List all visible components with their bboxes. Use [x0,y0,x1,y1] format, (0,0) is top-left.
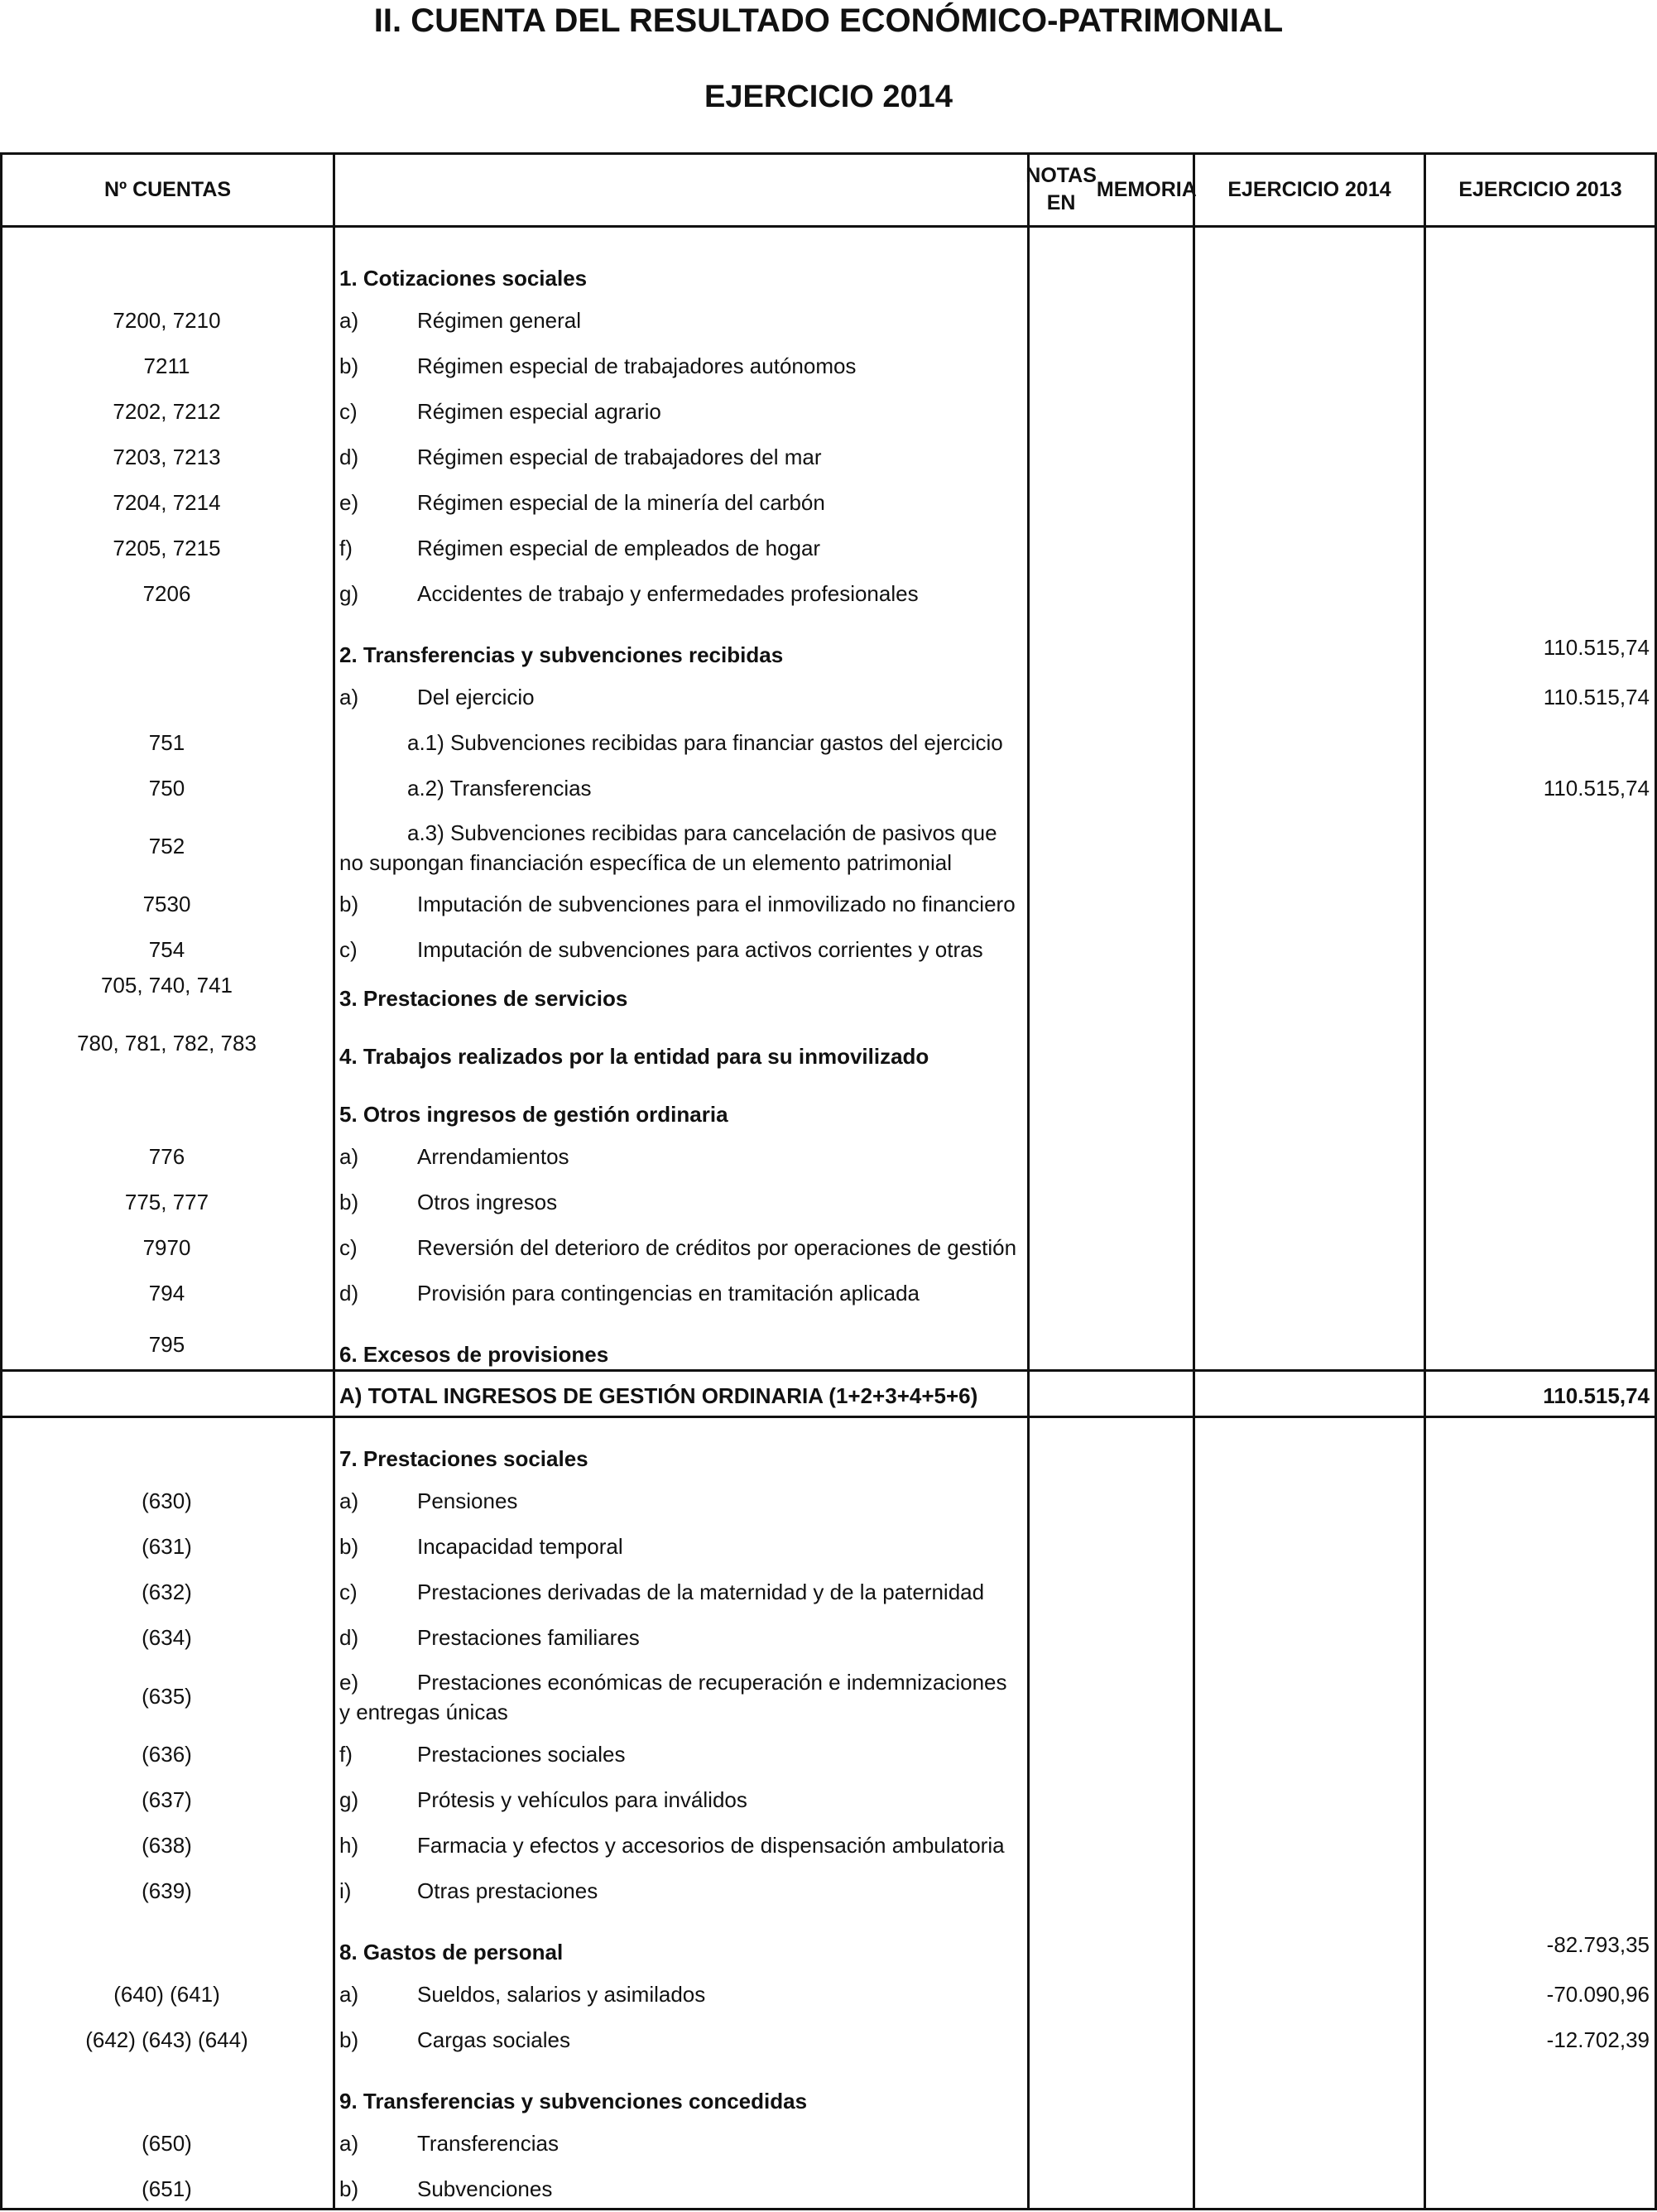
row-label-text: Régimen especial de empleados de hogar [417,536,821,560]
item-letter: b) [339,892,359,916]
item-letter: c) [339,1580,358,1604]
row-label-text: Régimen especial agrario [417,399,661,424]
account-code: 7211 [143,353,190,378]
row-label-text: Subvenciones [417,2176,553,2201]
row-label [339,1982,1026,2008]
item-letter: a) [339,2131,359,2156]
account-code: 7202, 7212 [113,399,221,424]
item-letter: g) [339,581,359,606]
value-2013: -82.793,35 [1546,1932,1650,1957]
row-label [339,685,1026,710]
row-label-text: 9. Transferencias y subvenciones concedidas [339,2089,808,2113]
column-border [1193,152,1195,2210]
row-label-continuation: y entregas únicas [339,1700,508,1724]
item-letter: a) [339,1488,359,1513]
row-label-text: Incapacidad temporal [417,1534,623,1559]
row-label [339,1625,1026,1651]
account-code: 7205, 7215 [113,536,221,560]
row-label-text: Prestaciones derivadas de la maternidad y de la paternidad [417,1580,985,1604]
row-label-text: 4. Trabajos realizados por la entidad para su inmovilizado [339,1044,929,1069]
results-table [0,152,1657,2210]
header-notas: NOTAS EN MEMORIA [1025,164,1197,214]
item-letter: b) [339,1534,359,1559]
item-letter: d) [339,445,359,469]
account-code: (651) [142,2176,192,2201]
row-label-text: 8. Gastos de personal [339,1940,564,1964]
column-border [1027,152,1030,2210]
row-label [339,1190,1026,1215]
item-letter: g) [339,1787,359,1812]
row-label [339,642,1026,668]
account-code: 7530 [142,892,191,916]
row-label-text: Provisión para contingencias en tramitación aplicada [417,1281,920,1306]
header-ejercicio-2014: EJERCICIO 2014 [1227,177,1391,201]
account-code: (650) [142,2131,192,2156]
row-label-text: Arrendamientos [417,1144,569,1169]
row-label [339,986,1026,1012]
row-label [339,2131,1026,2157]
row-label [339,1281,1026,1306]
value-2013: -70.090,96 [1546,1982,1650,2007]
row-label-text: Accidentes de trabajo y enfermedades profesionales [417,581,919,606]
row-label-text: a.1) Subvenciones recibidas para financiar gastos del ejercicio [407,730,1003,755]
row-label-text: Prestaciones económicas de recuperación e indemnizaciones [417,1670,1007,1695]
account-code: 752 [148,834,185,858]
row-label-text: 1. Cotizaciones sociales [339,266,588,291]
item-letter: b) [339,1190,359,1214]
row-label-text: Cargas sociales [417,2027,570,2052]
item-letter: b) [339,2027,359,2052]
item-letter: d) [339,1625,359,1650]
row-label [339,937,1026,963]
account-code: (637) [142,1787,192,1812]
item-letter: c) [339,937,358,962]
account-code: 7206 [142,581,191,606]
row-label-text: 5. Otros ingresos de gestión ordinaria [339,1102,728,1127]
account-code: (639) [142,1878,192,1903]
row-label-text: Farmacia y efectos y accesorios de dispensación ambulatoria [417,1833,1005,1858]
row-label [339,490,1026,516]
row-label-text: Prestaciones familiares [417,1625,640,1650]
row-label-text: Pensiones [417,1488,518,1513]
row-label-text: Otras prestaciones [417,1878,598,1903]
row-label [339,820,1026,876]
account-code: 7204, 7214 [113,490,221,515]
value-2013: 110.515,74 [1543,635,1650,660]
item-letter: a) [339,685,359,709]
document-title: II. CUENTA DEL RESULTADO ECONÓMICO-PATRIMONIAL [373,2,1284,39]
row-label [339,1144,1026,1170]
account-code: 7203, 7213 [113,445,221,469]
row-label-text: 6. Excesos de provisiones [339,1342,609,1367]
row-label-text: Otros ingresos [417,1190,558,1214]
account-code: (640) (641) [113,1982,220,2007]
row-label [339,1446,1026,1472]
account-code: 7970 [142,1235,191,1260]
row-label [339,308,1026,334]
row-label-text: 2. Transferencias y subvenciones recibidas [339,642,784,667]
row-label-text: Régimen especial de trabajadores del mar [417,445,822,469]
document-subtitle: EJERCICIO 2014 [704,79,953,114]
row-label [339,1102,1026,1128]
item-letter: e) [339,490,359,515]
account-code: 776 [148,1144,185,1169]
account-code: 780, 781, 782, 783 [77,1031,257,1056]
account-code: 775, 777 [124,1190,209,1214]
row-label-text: A) TOTAL INGRESOS DE GESTIÓN ORDINARIA (1+2+3+4+5+6) [339,1383,978,1408]
account-code: 750 [148,776,185,801]
table-border-bottom [0,2208,1657,2210]
row-label [339,2176,1026,2202]
item-letter: f) [339,1742,353,1767]
item-letter: b) [339,353,359,378]
row-label [339,2089,1026,2114]
item-letter: h) [339,1833,359,1858]
value-2013: 110.515,74 [1543,685,1650,709]
row-label-text: Prestaciones sociales [417,1742,626,1767]
row-label-text: 3. Prestaciones de servicios [339,986,628,1011]
item-letter: d) [339,1281,359,1306]
header-concept [335,152,1027,227]
account-code: (630) [142,1488,192,1513]
item-letter: b) [339,2176,359,2201]
header-ejercicio-2013: EJERCICIO 2013 [1458,177,1622,201]
row-label [339,1742,1026,1767]
row-label [339,266,1026,291]
row-label [339,399,1026,425]
row-label [339,1878,1026,1904]
row-label [339,1833,1026,1859]
row-label-text: Del ejercicio [417,685,535,709]
item-letter: i) [339,1878,352,1903]
row-label [339,1488,1026,1514]
row-label [339,1342,1026,1368]
row-label-text: a.3) Subvenciones recibidas para cancelación de pasivos que [407,820,997,845]
account-code: 705, 740, 741 [100,973,233,998]
row-label [339,1044,1026,1070]
row-label-text: Prótesis y vehículos para inválidos [417,1787,747,1812]
account-code: (632) [142,1580,192,1604]
header-cuentas: Nº CUENTAS [103,177,232,201]
row-label [339,776,1026,801]
account-code: 754 [148,937,185,962]
row-label [339,892,1026,917]
item-letter: f) [339,536,353,560]
row-label-text: Régimen general [417,308,582,333]
item-letter: c) [339,399,358,424]
row-label [339,730,1026,756]
row-label-continuation: no supongan financiación específica de un elemento patrimonial [339,850,953,875]
value-2013: 110.515,74 [1543,1383,1650,1408]
row-label [339,1670,1026,1725]
value-2013: 110.515,74 [1543,776,1650,801]
row-label [339,536,1026,561]
row-label [339,1235,1026,1261]
item-letter: a) [339,308,359,333]
row-label-text: Régimen especial de la minería del carbón [417,490,825,515]
total-row-top-border [0,1369,1657,1372]
row-label [339,1940,1026,1965]
account-code: 795 [148,1332,185,1357]
row-label-text: Régimen especial de trabajadores autónomos [417,353,857,378]
column-border [1424,152,1426,2210]
row-label-text: Reversión del deterioro de créditos por operaciones de gestión [417,1235,1017,1260]
row-label [339,1534,1026,1560]
account-code: (635) [142,1684,192,1709]
account-code: 794 [148,1281,185,1306]
item-letter: c) [339,1235,358,1260]
row-label [339,445,1026,470]
row-label [339,1787,1026,1813]
row-label-text: Transferencias [417,2131,559,2156]
row-label [339,1383,1026,1409]
row-label [339,581,1026,607]
row-label [339,2027,1026,2053]
account-code: (636) [142,1742,192,1767]
row-label [339,353,1026,379]
item-letter: a) [339,1982,359,2007]
account-code: 751 [148,730,185,755]
row-label-text: Imputación de subvenciones para activos corrientes y otras [417,937,983,962]
item-letter: a) [339,1144,359,1169]
row-label [339,1580,1026,1605]
account-code: (634) [142,1625,192,1650]
account-code: (642) (643) (644) [85,2027,248,2052]
account-code: (631) [142,1534,192,1559]
account-code: (638) [142,1833,192,1858]
account-code: 7200, 7210 [113,308,221,333]
value-2013: -12.702,39 [1546,2027,1650,2052]
row-label-text: a.2) Transferencias [407,776,592,801]
row-label-text: Sueldos, salarios y asimilados [417,1982,706,2007]
total-row-bottom-border [0,1416,1657,1418]
row-label-text: Imputación de subvenciones para el inmovilizado no financiero [417,892,1016,916]
item-letter: e) [339,1670,359,1695]
row-label-text: 7. Prestaciones sociales [339,1446,588,1471]
